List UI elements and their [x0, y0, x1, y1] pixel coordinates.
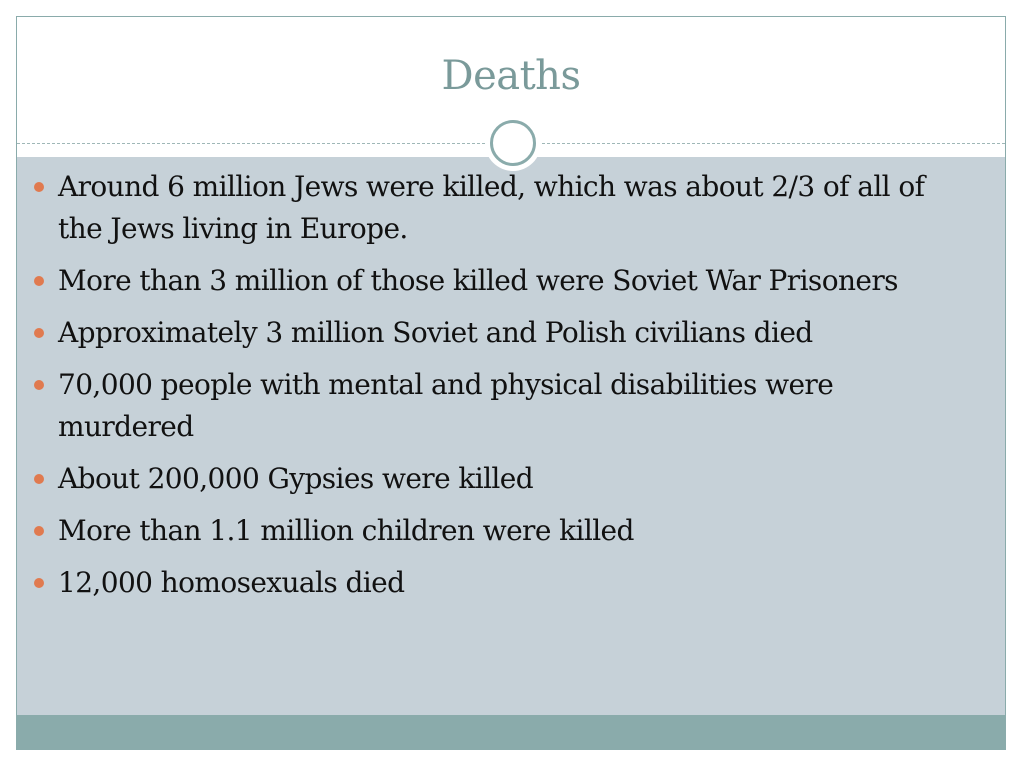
bullet-item	[34, 562, 954, 604]
bullet-text: About 200,000 Gypsies were killed	[58, 462, 534, 495]
bullet-dot-icon	[34, 380, 44, 390]
footer-bar	[17, 715, 1005, 750]
bullet-dot-icon	[34, 474, 44, 484]
bullet-item	[34, 458, 954, 500]
bullet-text: Approximately 3 million Soviet and Polish civilians died	[58, 316, 813, 349]
bullet-text: More than 1.1 million children were killed	[58, 514, 634, 547]
bullet-item	[34, 364, 954, 448]
bullet-item	[34, 166, 954, 250]
bullet-list	[34, 166, 954, 614]
bullet-dot-icon	[34, 328, 44, 338]
bullet-item	[34, 312, 954, 354]
bullet-text: Around 6 million Jews were killed, which was about 2/3 of all of the Jews living in Europe.	[58, 170, 925, 245]
circle-ornament-icon	[485, 115, 541, 171]
bullet-dot-icon	[34, 276, 44, 286]
bullet-text: 70,000 people with mental and physical disabilities were murdered	[58, 368, 834, 443]
bullet-dot-icon	[34, 578, 44, 588]
bullet-item	[34, 510, 954, 552]
bullet-dot-icon	[34, 526, 44, 536]
bullet-text: More than 3 million of those killed were Soviet War Prisoners	[58, 264, 898, 297]
bullet-text: 12,000 homosexuals died	[58, 566, 405, 599]
circle-ring-icon	[490, 120, 536, 166]
slide-title: Deaths	[441, 53, 581, 99]
bullet-dot-icon	[34, 182, 44, 192]
bullet-item	[34, 260, 954, 302]
